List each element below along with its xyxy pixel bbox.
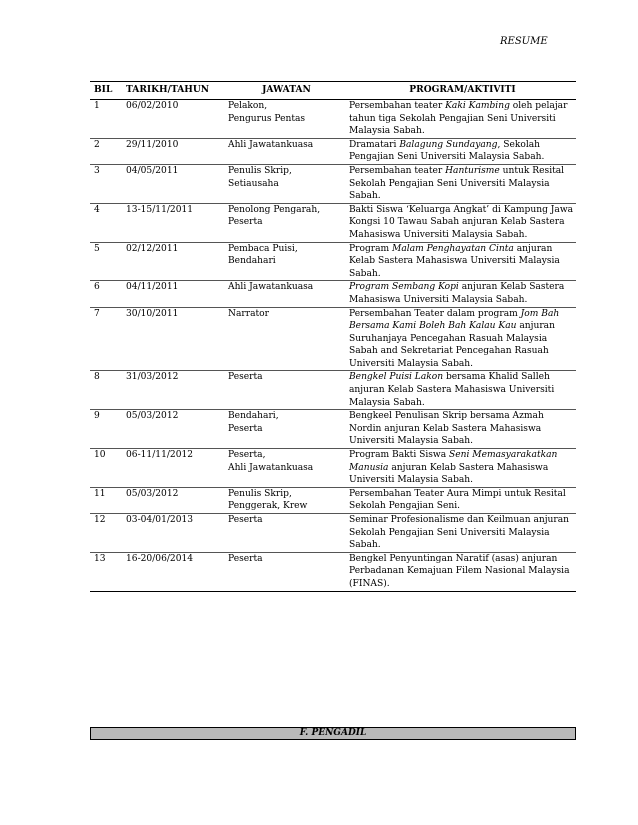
role-line: Pengurus Pentas: [228, 113, 306, 124]
row-date: 31/03/2012: [118, 371, 224, 410]
program-text: anjuran Kelab Sastera Mahasiswa Universiti Malaysia Sabah.: [349, 243, 560, 279]
program-text: Persembahan Teater Aura Mimpi untuk Resital Sekolah Pengajian Seni.: [349, 488, 566, 512]
row-program: [345, 514, 576, 553]
row-role: [224, 514, 345, 553]
program-title-italic: Seni Memasyarakatkan Manusia: [349, 450, 558, 473]
row-program: [345, 100, 576, 139]
row-number: 11: [90, 487, 118, 513]
table-row: [90, 514, 576, 553]
table-row: [90, 164, 576, 203]
program-text: Program: [349, 243, 393, 254]
program-text: Persembahan teater: [349, 101, 446, 111]
row-date: 06/02/2010: [118, 100, 224, 139]
table-row: [90, 281, 576, 307]
row-program: [345, 307, 576, 371]
role-line: Peserta,: [228, 450, 266, 461]
program-text: Bengkeel Penulisan Skrip bersama Azmah Nordin anjuran Kelab Sastera Mahasiswa Universiti Malaysia Sabah.: [349, 411, 544, 447]
row-date: 06-11/11/2012: [118, 449, 224, 488]
table-row: [90, 410, 576, 449]
role-line: Peserta: [228, 217, 263, 228]
role-line: Bendahari,: [228, 411, 279, 422]
column-header-bil: BIL: [90, 82, 118, 100]
program-title-italic: Balagung Sundayang: [399, 139, 498, 150]
row-number: 12: [90, 514, 118, 553]
row-program: [345, 281, 576, 307]
role-line: Ahli Jawatankuasa: [228, 282, 314, 293]
program-text: Seminar Profesionalisme dan Keilmuan anjuran Sekolah Pengajian Seni Universiti Malaysia Sabah.: [349, 515, 570, 551]
role-line: Bendahari: [228, 256, 276, 267]
row-role: [224, 203, 345, 242]
role-line: Peserta: [228, 372, 263, 383]
row-number: 10: [90, 449, 118, 488]
row-number: 8: [90, 371, 118, 410]
table-row: [90, 138, 576, 164]
row-date: 30/10/2011: [118, 307, 224, 371]
program-text: Dramatari: [349, 139, 400, 150]
program-text: Bengkel Penyuntingan Naratif (asas) anjuran Perbadanan Kemajuan Filem Nasional Malaysia (FINAS).: [349, 553, 570, 589]
program-text: anjuran Kelab Sastera Mahasiswa Universiti Malaysia Sabah.: [349, 282, 565, 305]
table-row: [90, 487, 576, 513]
row-program: [345, 138, 576, 164]
role-line: Peserta: [228, 515, 263, 525]
program-text: oleh pelajar tahun tiga Sekolah Pengajian Seni Universiti Malaysia Sabah.: [349, 101, 568, 137]
row-date: 16-20/06/2014: [118, 552, 224, 591]
row-number: 3: [90, 164, 118, 203]
table-row: [90, 203, 576, 242]
role-line: Penulis Skrip,: [228, 165, 292, 176]
row-role: [224, 281, 345, 307]
row-number: 13: [90, 552, 118, 591]
row-role: [224, 449, 345, 488]
program-text: Persembahan teater: [349, 165, 446, 176]
row-program: [345, 487, 576, 513]
row-date: 29/11/2010: [118, 138, 224, 164]
row-role: [224, 100, 345, 139]
row-number: 7: [90, 307, 118, 371]
row-role: [224, 138, 345, 164]
activity-table: [90, 81, 576, 592]
table-row: [90, 242, 576, 281]
table-header-row: [90, 82, 576, 100]
role-line: Peserta: [228, 423, 263, 434]
row-program: [345, 371, 576, 410]
role-line: Pembaca Puisi,: [228, 243, 298, 254]
program-title-italic: Jom Bah Bersama Kami Boleh Bah Kalau Kau: [349, 308, 560, 332]
row-date: 02/12/2011: [118, 242, 224, 281]
table-body: [90, 100, 576, 592]
page-header-label: RESUME: [500, 36, 548, 47]
column-header-program: PROGRAM/AKTIVITI: [345, 82, 576, 100]
program-text: , Sekolah Pengajian Seni Universiti Malaysia Sabah.: [349, 139, 545, 163]
program-text: Bakti Siswa ‘Keluarga Angkat’ di Kampung Jawa Kongsi 10 Tawau Sabah anjuran Kelab Sastera Mahasiswa Universiti Malaysia Sabah.: [349, 204, 574, 240]
row-role: [224, 410, 345, 449]
row-role: [224, 307, 345, 371]
role-line: Penulis Skrip,: [228, 488, 292, 499]
row-program: [345, 410, 576, 449]
program-title-italic: Bengkel Puisi Lakon: [349, 372, 444, 383]
program-title-italic: Hanturisme: [445, 165, 500, 176]
row-program: [345, 242, 576, 281]
row-role: [224, 487, 345, 513]
role-line: Ahli Jawatankuasa: [228, 139, 314, 150]
table-row: [90, 371, 576, 410]
table-row: [90, 307, 576, 371]
row-program: [345, 552, 576, 591]
row-role: [224, 371, 345, 410]
row-number: 4: [90, 203, 118, 242]
row-date: 05/03/2012: [118, 410, 224, 449]
row-number: 6: [90, 281, 118, 307]
row-date: 13-15/11/2011: [118, 203, 224, 242]
table-row: [90, 100, 576, 139]
program-title-italic: Malam Penghayatan Cinta: [392, 243, 514, 254]
program-text: anjuran Suruhanjaya Pencegahan Rasuah Malaysia Sabah and Sekretariat Pencegahan Rasuah Universiti Malaysia Sabah.: [349, 321, 555, 369]
role-line: Penggerak, Krew: [228, 501, 308, 512]
role-line: Penolong Pengarah,: [228, 204, 321, 215]
role-line: Peserta: [228, 553, 263, 564]
role-line: Pelakon,: [228, 101, 268, 111]
row-number: 5: [90, 242, 118, 281]
table-row: [90, 552, 576, 591]
column-header-date: TARIKH/TAHUN: [118, 82, 224, 100]
row-program: [345, 449, 576, 488]
row-role: [224, 242, 345, 281]
row-date: 04/11/2011: [118, 281, 224, 307]
program-text: untuk Resital Sekolah Pengajian Seni Universiti Malaysia Sabah.: [349, 165, 565, 202]
column-header-role: JAWATAN: [224, 82, 345, 100]
program-text: anjuran Kelab Sastera Mahasiswa Universiti Malaysia Sabah.: [349, 462, 549, 486]
row-role: [224, 552, 345, 591]
program-title-italic: Kaki Kambing: [445, 101, 510, 111]
program-text: bersama Khalid Salleh anjuran Kelab Sastera Mahasiswa Universiti Malaysia Sabah.: [349, 372, 555, 408]
row-number: 2: [90, 138, 118, 164]
row-number: 9: [90, 410, 118, 449]
row-program: [345, 164, 576, 203]
program-title-italic: Program Sembang Kopi: [349, 282, 459, 293]
role-line: Ahli Jawatankuasa: [228, 462, 314, 473]
program-text: Persembahan Teater dalam program: [349, 308, 521, 319]
role-line: Narrator: [228, 308, 269, 319]
row-number: 1: [90, 100, 118, 139]
program-text: Program Bakti Siswa: [349, 450, 450, 461]
table-row: [90, 449, 576, 488]
row-date: 03-04/01/2013: [118, 514, 224, 553]
row-date: 04/05/2011: [118, 164, 224, 203]
row-date: 05/03/2012: [118, 487, 224, 513]
role-line: Setiausaha: [228, 178, 279, 189]
row-role: [224, 164, 345, 203]
section-heading-pengadil: F. PENGADIL: [90, 727, 576, 740]
row-program: [345, 203, 576, 242]
